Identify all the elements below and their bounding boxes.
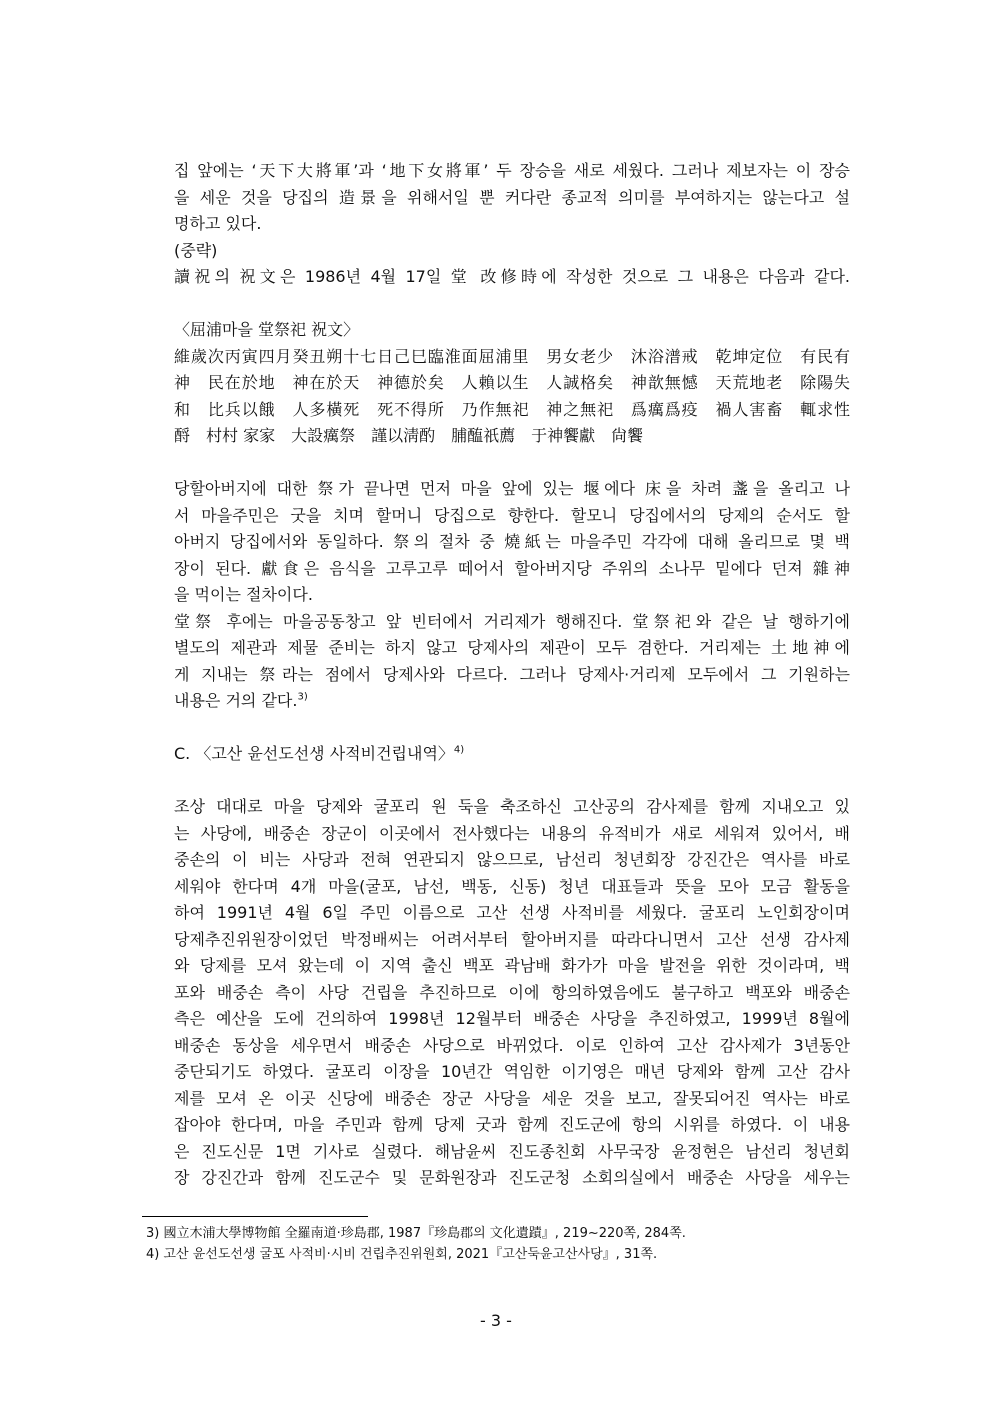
text-line: 세워야 한다며 4개 마을(굴포, 남선, 백동, 신동) 청년 대표들과 뜻을 모아 모금 활동을 [174, 876, 850, 896]
text-line: 는 사당에, 배중손 장군이 이곳에서 전사했다는 내용의 유적비가 새로 세워져 있어서, 배 [174, 823, 850, 843]
text-line: 을 세운 것을 당집의 造景을 위해서일 뿐 커다란 종교적 의미를 부여하지는 않는다고 설 [174, 187, 850, 207]
text-line: 和 比兵以餓 人多橫死 死不得所 乃作無祀 神之無祀 爲癘爲疫 禍人害畜 輒求性 [174, 399, 850, 419]
text-line: 포와 배중손 측이 사당 건립을 추진하므로 이에 항의하였음에도 불구하고 백포와 배중손 [174, 982, 850, 1002]
paragraph-grandfather-rite [174, 476, 850, 609]
footnote-ref-3: 3) [297, 691, 308, 703]
chukmun-title [174, 317, 850, 344]
text-line: 조상 대대로 마을 당제와 굴포리 원 둑을 축조하신 고산공의 감사제를 함께 지내오고 있 [174, 797, 850, 816]
text-line: 당할아버지에 대한 祭가 끝나면 먼저 마을 앞에 있는 堰에다 床을 차려 盞을 올리고 나 [174, 479, 850, 498]
text-line [174, 688, 850, 715]
text-line: 하여 1991년 4월 6일 주민 이름으로 고산 선생 사적비를 세웠다. 굴포리 노인회장이며 [174, 903, 850, 922]
text-line: 은 진도신문 1면 기사로 실렸다. 해남윤씨 진도종친회 사무국장 윤정현은 남선리 청년회 [174, 1141, 850, 1161]
text-line: 酹 村村 家家 大設癘祭 謹以淸酌 脯醢祇薦 于神饗獻 尙饗 [174, 426, 644, 445]
text-line: 게 지내는 祭라는 점에서 당제사와 다르다. 그러나 당제사·거리제 모두에서 그 기원하는 [174, 664, 850, 684]
text-line [174, 741, 850, 768]
text-line: 〈屈浦마을 堂祭祀 祝文〉 [174, 320, 360, 339]
text-line: 측은 예산을 도에 건의하여 1998년 12월부터 배중손 사당을 추진하였고, 1999년 8월에 [174, 1009, 850, 1028]
text-line: (중략) [174, 240, 218, 260]
text-line: 중단되기도 하였다. 굴포리 이장을 10년간 역임한 이기영은 매년 당제와 함께 고산 감사 [174, 1062, 850, 1081]
body-text [174, 158, 850, 1192]
text-line: 維歲次丙寅四月癸丑朔十七日己巳臨淮面屈浦里 男女老少 沐浴潽戒 乾坤定位 有民有 [174, 346, 850, 366]
text-line: 서 마을주민은 굿을 치며 할머니 당집으로 향한다. 할모니 당집에서의 당제의 순서도 할 [174, 505, 850, 525]
text-line: 神 民在於地 神在於天 神德於矣 人賴以生 人誠格矣 神歆無憾 天荒地老 除陽失 [174, 373, 850, 392]
text-line: 아버지 당집에서와 동일하다. 祭의 절차 중 燒紙는 마을주민 각각에 대해 올리므로 몇 백 [174, 532, 850, 551]
text-line: 별도의 제관과 제물 준비는 하지 않고 당제사의 제관이 모두 겸한다. 거리제는 土地神에 [174, 638, 850, 657]
text-line: 堂祭 후에는 마을공동창고 앞 빈터에서 거리제가 행해진다. 堂祭祀와 같은 날 행하기에 [174, 611, 850, 631]
page-number: - 3 - [480, 1311, 512, 1330]
text-line: 집 앞에는 ‘天下大將軍’과 ‘地下女將軍’ 두 장승을 새로 세웠다. 그러나 제보자는 이 장승 [174, 161, 850, 180]
footnote-3: 3) 國立木浦大學博物館 全羅南道·珍島郡, 1987『珍島郡의 文化遺蹟』, 219~220쪽, 284쪽. [146, 1226, 686, 1241]
footnote-divider [142, 1216, 368, 1217]
chukmun-text [174, 344, 850, 450]
text-line: 당제추진위원장이었던 박정배씨는 어려서부터 할아버지를 따라다니면서 고산 선생 감사제 [174, 929, 850, 949]
section-heading-c [174, 741, 850, 768]
heading-text: C. 〈고산 윤선도선생 사적비건립내역〉 [174, 744, 454, 763]
text-line: 을 먹이는 절차이다. [174, 585, 313, 604]
paragraph-sajeokbi [174, 794, 850, 1192]
text-line: 讀祝의 祝文은 1986년 4월 17일 堂 改修時에 작성한 것으로 그 내용은 다음과 같다. [174, 267, 850, 286]
paragraph-chukmun-intro [174, 264, 850, 291]
paragraph-georije [174, 609, 850, 715]
footnote-ref-4: 4) [453, 744, 465, 756]
text-segment: 내용은 거의 같다. [174, 691, 298, 710]
text-line: 제를 모셔 온 이곳 신당에 배중손 장군 사당을 세운 것을 보고, 잘못되어진 역사는 바로 [174, 1088, 850, 1108]
text-line: 장이 된다. 獻食은 음식을 고루고루 떼어서 할아버지당 주위의 소나무 밑에다 던져 雜神 [174, 558, 850, 578]
text-line: 명하고 있다. [174, 214, 262, 233]
text-line: 장 강진간과 함께 진도군수 및 문화원장과 진도군청 소회의실에서 배중손 사당을 세우는 [174, 1168, 850, 1187]
text-line: 와 당제를 모셔 왔는데 이 지역 출신 백포 곽남배 화가가 마을 발전을 위한 것이라며, 백 [174, 956, 850, 975]
footnote-4: 4) 고산 윤선도선생 굴포 사적비·시비 건립추진위원회, 2021『고산둑윤고산사당』, 31쪽. [146, 1247, 658, 1262]
text-line: 잡아야 한다며, 마을 주민과 함께 당제 굿과 함께 진도군에 항의 시위를 하였다. 이 내용 [174, 1115, 850, 1134]
paragraph-jangseung [174, 158, 850, 238]
text-line: 중손의 이 비는 사당과 전혀 연관되지 않으므로, 남선리 청년회장 강진간은 역사를 바로 [174, 850, 850, 869]
paragraph-omission [174, 238, 850, 265]
text-line: 배중손 동상을 세우면서 배중손 사당으로 바뀌었다. 이로 인하여 고산 감사제가 3년동안 [174, 1035, 850, 1055]
